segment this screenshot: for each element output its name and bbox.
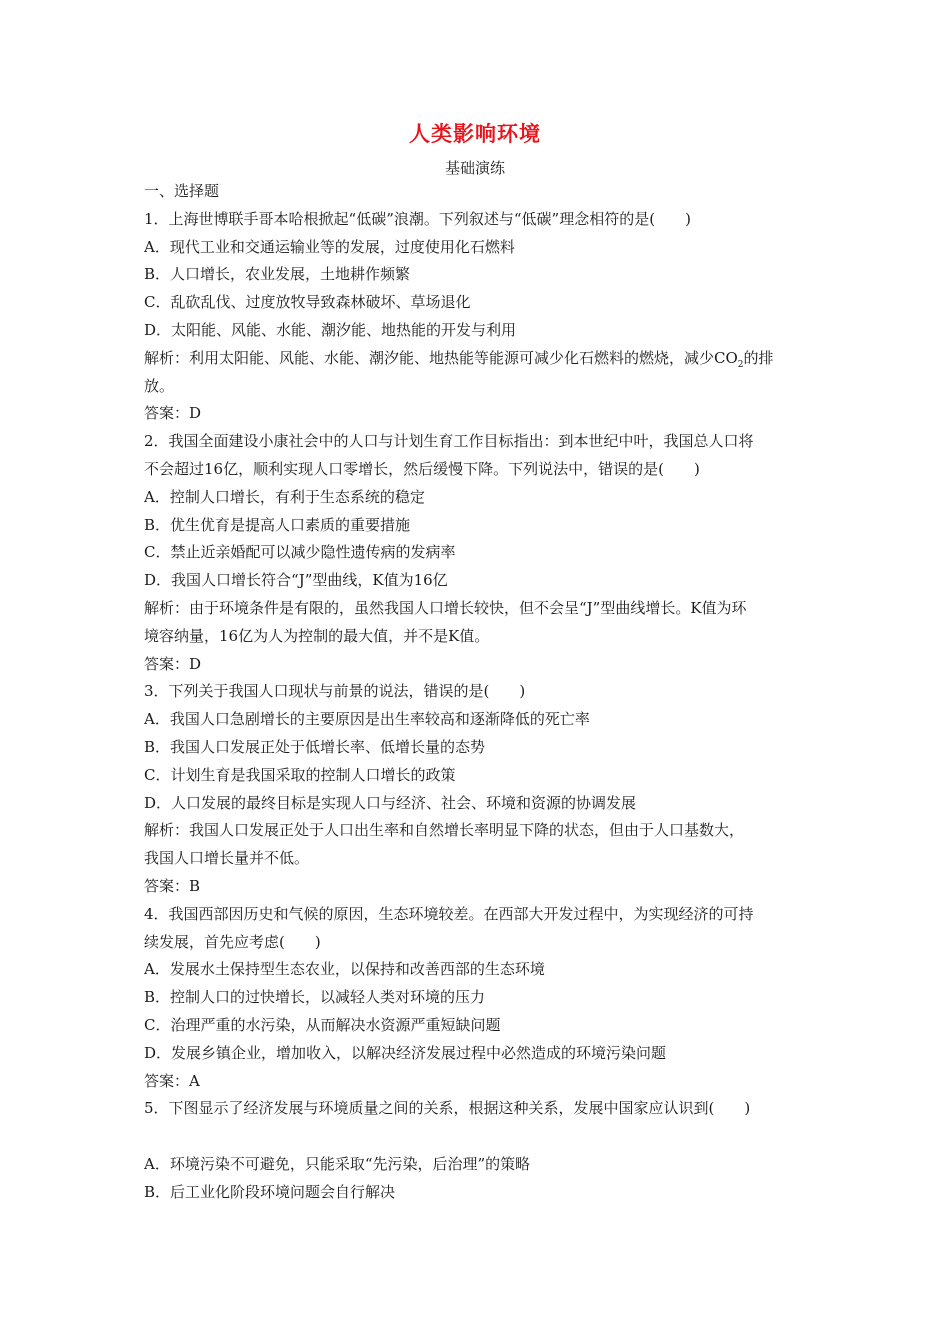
question-4-option-b: B．控制人口的过快增长，以减轻人类对环境的压力 (144, 988, 486, 1007)
question-3-option-d: D．人口发展的最终目标是实现人口与经济、社会、环境和资源的协调发展 (144, 793, 637, 812)
question-5-option-a: A．环境污染不可避免，只能采取“先污染，后治理”的策略 (144, 1154, 531, 1173)
question-1-option-d: D．太阳能、风能、水能、潮汐能、地热能的开发与利用 (144, 320, 517, 339)
page-subtitle: 基础演练 (444, 159, 505, 177)
question-4-stem: 4．我国西部因历史和气候的原因，生态环境较差。在西部大开发过程中，为实现经济的可持 (144, 904, 754, 923)
question-1-answer: 答案：D (144, 404, 202, 423)
co2-subscript: 2 (737, 359, 744, 370)
question-2-stem: 2．我国全面建设小康社会中的人口与计划生育工作目标指出：到本世纪中叶，我国总人口将 (144, 432, 754, 451)
question-4-answer: 答案：A (144, 1071, 200, 1090)
question-3-option-c: C．计划生育是我国采取的控制人口增长的政策 (144, 765, 456, 784)
question-4-stem-cont: 续发展，首先应考虑( ) (144, 932, 321, 951)
question-3-answer: 答案：B (144, 876, 201, 895)
question-3-stem: 3．下列关于我国人口现状与前景的说法，错误的是( ) (144, 682, 526, 701)
question-4-option-d: D．发展乡镇企业，增加收入，以解决经济发展过程中必然造成的环境污染问题 (144, 1043, 667, 1062)
question-2-option-d: D．我国人口增长符合“J”型曲线，K值为16亿 (144, 571, 448, 590)
question-1-option-b: B．人口增长，农业发展，土地耕作频繁 (144, 265, 411, 284)
question-1-stem: 1．上海世博联手哥本哈根掀起“低碳”浪潮。下列叙述与“低碳”理念相符的是( ) (144, 209, 691, 228)
question-1-analysis (144, 345, 814, 373)
question-2-answer: 答案：D (144, 654, 202, 673)
question-1-analysis-tail: 的排 (743, 348, 774, 367)
question-2-analysis-cont: 境容纳量，16亿为人为控制的最大值，并不是K值。 (144, 626, 490, 645)
question-2-option-c: C．禁止近亲婚配可以减少隐性遗传病的发病率 (144, 543, 456, 562)
question-2-stem-cont: 不会超过16亿，顺利实现人口零增长，然后缓慢下降。下列说法中，错误的是( ) (144, 459, 700, 478)
question-3-analysis-cont: 我国人口增长量并不低。 (144, 849, 310, 868)
question-1-option-a: A．现代工业和交通运输业等的发展，过度使用化石燃料 (144, 237, 515, 256)
question-2-option-b: B．优生优育是提高人口素质的重要措施 (144, 515, 411, 534)
question-1-option-c: C．乱砍乱伐、过度放牧导致森林破坏、草场退化 (144, 293, 471, 312)
page-title: 人类影响环境 (409, 122, 541, 146)
question-5-option-b: B．后工业化阶段环境问题会自行解决 (144, 1182, 396, 1201)
question-5-stem: 5．下图显示了经济发展与环境质量之间的关系，根据这种关系，发展中国家应认识到( ) (144, 1099, 751, 1118)
question-4-option-a: A．发展水土保持型生态农业，以保持和改善西部的生态环境 (144, 960, 545, 979)
question-4-option-c: C．治理严重的水污染，从而解决水资源严重短缺问题 (144, 1015, 501, 1034)
question-2-option-a: A．控制人口增长，有利于生态系统的稳定 (144, 487, 425, 506)
question-3-option-a: A．我国人口急剧增长的主要原因是出生率较高和逐渐降低的死亡率 (144, 710, 590, 729)
question-1-analysis-cont: 放。 (144, 376, 175, 395)
document-body (144, 178, 814, 1206)
question-3-analysis: 解析：我国人口发展正处于人口出生率和自然增长率明显下降的状态，但由于人口基数大， (144, 821, 745, 840)
question-1-analysis-text: 解析：利用太阳能、风能、水能、潮汐能、地热能等能源可减少化石燃料的燃烧，减少CO (144, 348, 738, 367)
figure-placeholder (144, 1123, 814, 1151)
question-2-analysis: 解析：由于环境条件是有限的，虽然我国人口增长较快，但不会呈“J”型曲线增长。K值为环 (144, 598, 747, 617)
question-3-option-b: B．我国人口发展正处于低增长率、低增长量的态势 (144, 737, 486, 756)
section-heading: 一、选择题 (144, 182, 220, 200)
